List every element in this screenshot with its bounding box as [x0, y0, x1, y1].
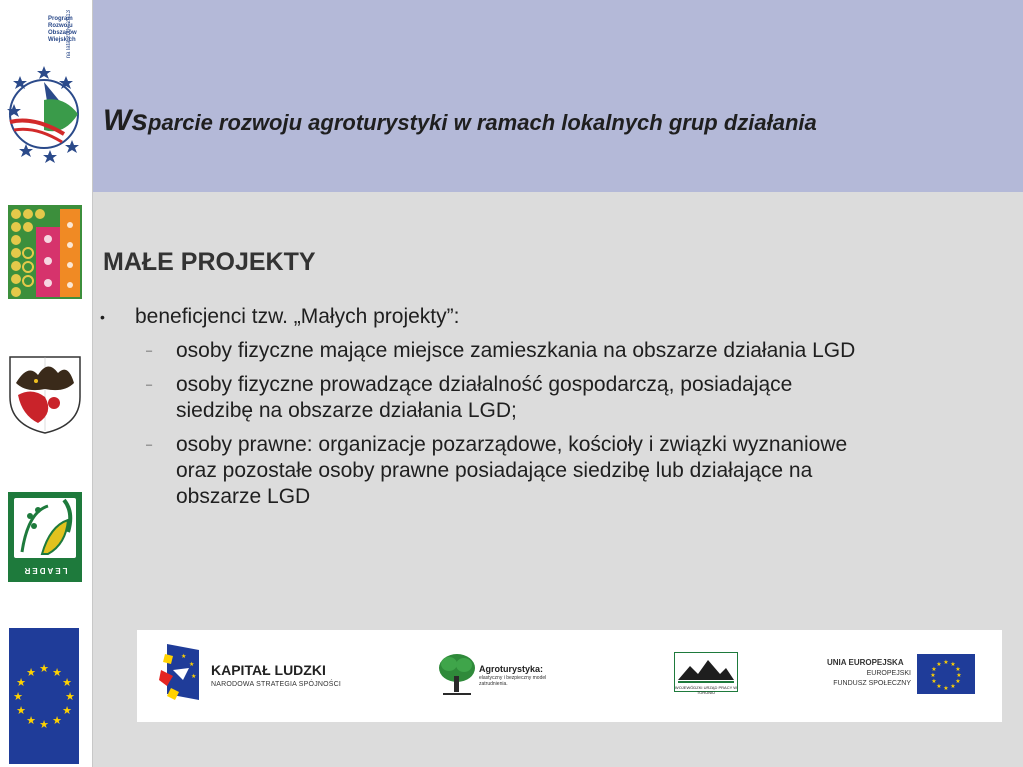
prow-years: na lata 2007-2013: [66, 10, 72, 59]
svg-text:★: ★: [52, 714, 62, 727]
bullet-beneficjenci: [100, 304, 860, 330]
ue-title: UNIA EUROPEJSKA: [827, 658, 904, 667]
agroturystyka-subtitle: elastyczny i bezpieczny model zatrudnienia.: [479, 675, 547, 687]
footer-logos: [137, 630, 1002, 722]
sub-bullet-2: [100, 372, 860, 424]
svg-text:★: ★: [13, 690, 23, 703]
svg-text:★: ★: [62, 704, 72, 717]
bullet-list: [100, 304, 860, 510]
svg-text:★: ★: [943, 685, 949, 692]
eu-flag-small-icon: [917, 654, 975, 694]
coat-of-arms-icon: [8, 353, 82, 435]
svg-text:★: ★: [931, 666, 937, 673]
svg-text:★: ★: [65, 690, 75, 703]
svg-text:★: ★: [955, 666, 961, 673]
wup-torun-text: WOJEWÓDZKI URZĄD PRACY W TORUNIU: [674, 685, 738, 695]
svg-text:★: ★: [62, 676, 72, 689]
ue-fund-line1: EUROPEJSKI: [866, 670, 911, 677]
leader-logo: [8, 492, 82, 582]
header-band: [93, 0, 1023, 192]
eu-flag-icon: [9, 628, 79, 764]
sub-bullet-3: [100, 432, 860, 510]
slide-title-prefix: Ws: [103, 104, 148, 137]
svg-text:★: ★: [955, 678, 961, 685]
svg-text:★: ★: [930, 672, 936, 679]
svg-text:★: ★: [39, 662, 49, 675]
tree-icon: [437, 652, 477, 696]
svg-text:★: ★: [936, 661, 942, 668]
svg-text:★: ★: [16, 704, 26, 717]
kapital-ludzki-subtitle: NARODOWA STRATEGIA SPÓJNOŚCI: [211, 681, 342, 688]
prow-line-1: Program: [48, 16, 73, 22]
svg-text:★: ★: [191, 673, 197, 680]
svg-text:★: ★: [181, 653, 187, 660]
svg-text:★: ★: [931, 678, 937, 685]
sub-bullet-text: osoby fizyczne prowadzące działalność gospodarczą, posiadające siedzibę na obszarze działania LGD;: [176, 373, 793, 422]
svg-text:★: ★: [52, 666, 62, 679]
slide-title: [103, 104, 817, 138]
prow-line-3: Obszarów: [48, 30, 77, 36]
agroturystyka-title: Agroturystyka:: [479, 664, 544, 674]
svg-text:★: ★: [16, 676, 26, 689]
prow-logo: [4, 4, 88, 164]
prow-logo-icon: [4, 4, 88, 164]
logo-sidebar: [0, 0, 93, 767]
section-heading: MAŁE PROJEKTY: [103, 248, 316, 276]
sub-bullet-marker: –: [146, 379, 153, 391]
leader-label: LEADER: [22, 566, 68, 575]
sub-bullet-1: [100, 338, 860, 364]
svg-text:★: ★: [189, 661, 195, 668]
svg-text:★: ★: [39, 718, 49, 731]
leader-pattern-icon: [8, 205, 82, 299]
svg-text:★: ★: [936, 683, 942, 690]
svg-text:★: ★: [26, 666, 36, 679]
sub-bullet-marker: –: [146, 345, 153, 357]
kapital-ludzki-title: KAPITAŁ LUDZKI: [211, 662, 326, 678]
svg-text:★: ★: [956, 672, 962, 679]
sub-bullet-text: osoby prawne: organizacje pozarządowe, kościoły i związki wyznaniowe oraz pozostałe osoby prawne posiadające siedzibę lub działające na obszarze LGD: [176, 433, 848, 508]
svg-text:★: ★: [950, 661, 956, 668]
svg-text:★: ★: [26, 714, 36, 727]
sub-bullet-marker: –: [146, 439, 153, 451]
svg-text:★: ★: [943, 659, 949, 666]
slide-title-rest: parcie rozwoju agroturystyki w ramach lokalnych grup działania: [148, 110, 817, 135]
bullet-marker: •: [100, 309, 105, 325]
bullet-text: beneficjenci tzw. „Małych projekty”:: [135, 305, 460, 328]
ue-fund-line2: FUNDUSZ SPOŁECZNY: [833, 680, 911, 687]
sub-bullet-text: osoby fizyczne mające miejsce zamieszkania na obszarze działania LGD: [176, 339, 856, 362]
svg-text:★: ★: [950, 683, 956, 690]
prow-line-4: Wiejskich: [48, 37, 76, 43]
kapital-ludzki-icon: [159, 640, 203, 706]
prow-line-2: Rozwoju: [48, 23, 73, 29]
